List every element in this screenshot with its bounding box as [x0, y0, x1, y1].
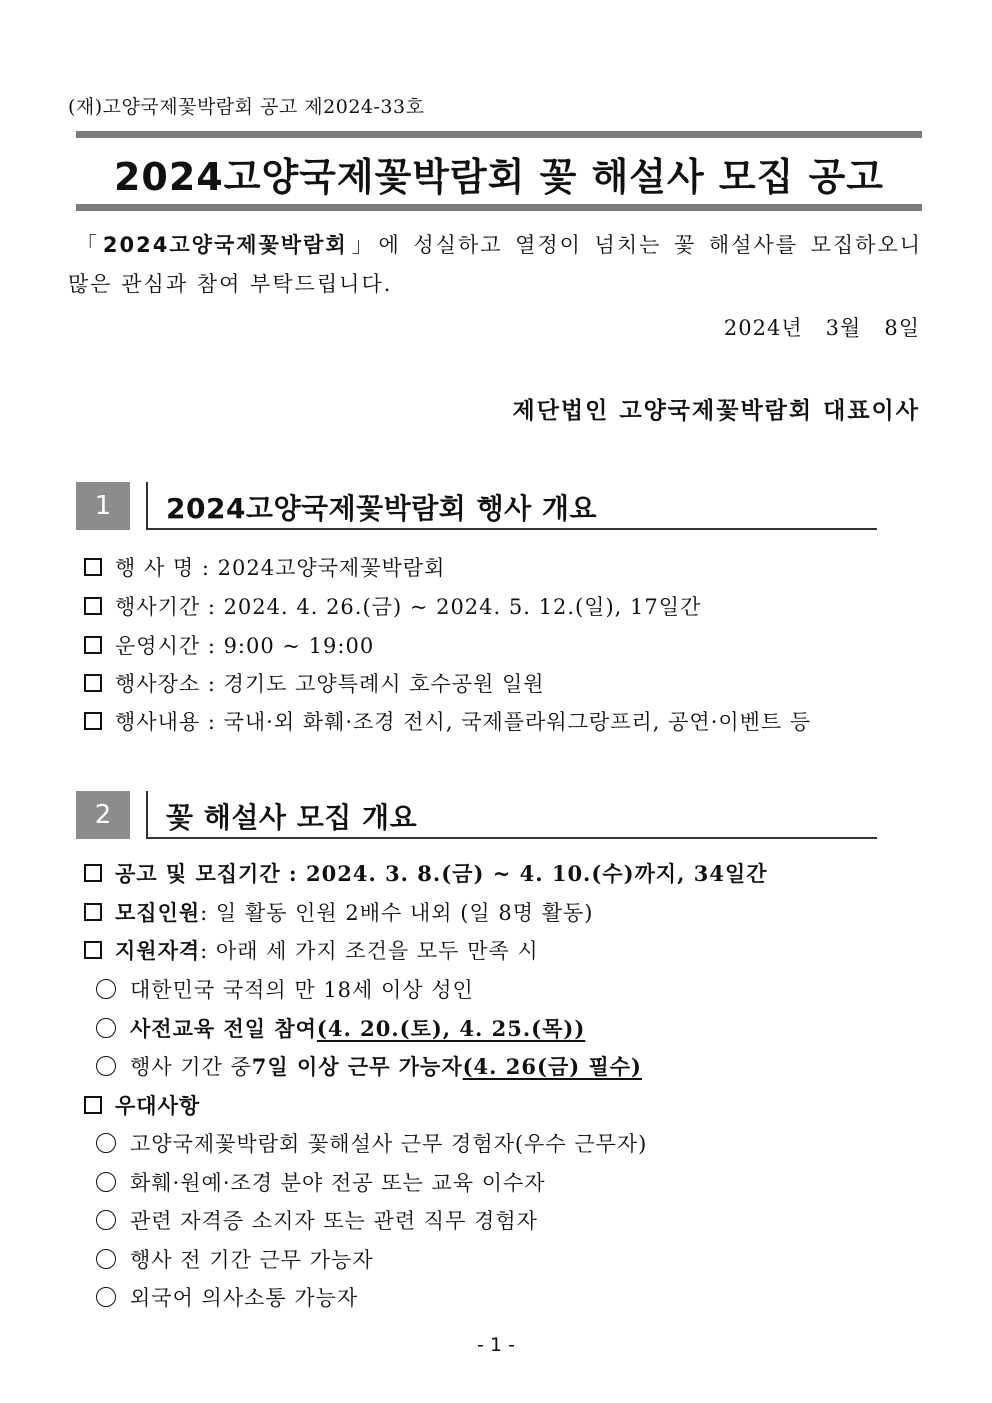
item-text: 행사기간 : 2024. 4. 26.(금) ~ 2024. 5. 12.(일), 17일간	[115, 595, 702, 619]
checkbox-icon	[84, 864, 102, 882]
preference-label: 우대사항	[115, 1093, 201, 1118]
qualification	[84, 935, 539, 965]
recruit-count-value: : 일 활동 인원 2배수 내외 (일 8명 활동)	[200, 901, 594, 925]
circle-bullet-icon	[96, 1018, 116, 1038]
checkbox-icon	[84, 674, 102, 692]
qualification-bold-text: 7일 이상 근무 가능자	[251, 1054, 463, 1079]
preference-text: 화훼·원예·조경 분야 전공 또는 교육 이수자	[130, 1171, 546, 1195]
page-number: - 1 -	[477, 1334, 515, 1356]
recruit-period-text: 공고 및 모집기간 : 2024. 3. 8.(금) ~ 4. 10.(수)까지, 34일간	[115, 861, 768, 886]
qualification-underlined-text: (4. 26(금) 필수)	[462, 1054, 642, 1079]
circle-bullet-icon	[96, 1133, 116, 1153]
title-top-bar	[76, 131, 922, 138]
circle-bullet-icon	[96, 1210, 116, 1230]
qualification-text: 대한민국 국적의 만 18세 이상 성인	[130, 978, 474, 1002]
intro-line-1-rest: 에 성실하고 열정이 넘치는 꽃 해설사를 모집하오니	[378, 233, 923, 257]
checkbox-icon	[84, 712, 102, 730]
checkbox-icon	[84, 903, 102, 921]
preference-text: 외국어 의사소통 가능자	[130, 1286, 359, 1310]
title-bottom-bar	[76, 204, 922, 211]
circle-bullet-icon	[96, 1172, 116, 1192]
item-text: 행사내용 : 국내·외 화훼·조경 전시, 국제플라워그랑프리, 공연·이벤트 등	[115, 710, 812, 734]
section-1-item	[84, 706, 811, 736]
section-2-title: 꽃 해설사 모집 개요	[166, 801, 418, 834]
qualification-underlined-text: (4. 20.(토), 4. 25.(목))	[316, 1016, 586, 1041]
section-1-item	[84, 552, 445, 582]
intro-line-1	[76, 229, 922, 259]
checkbox-icon	[84, 597, 102, 615]
section-1-divider	[146, 482, 148, 530]
qualification-item	[96, 1013, 585, 1043]
item-text: 운영시간 : 9:00 ~ 19:00	[115, 634, 375, 658]
item-text: 행 사 명 : 2024고양국제꽃박람회	[115, 556, 446, 580]
preference-item	[96, 1128, 647, 1158]
qualification-label: 지원자격	[115, 938, 201, 963]
checkbox-icon	[84, 558, 102, 576]
qualification-value: : 아래 세 가지 조건을 모두 만족 시	[200, 939, 539, 963]
checkbox-icon	[84, 1096, 102, 1114]
section-1-item	[84, 591, 701, 621]
preference-text: 고양국제꽃박람회 꽃해설사 근무 경험자(우수 근무자)	[130, 1132, 648, 1156]
preference-text: 관련 자격증 소지자 또는 관련 직무 경험자	[130, 1209, 538, 1233]
intro-line-2: 많은 관심과 참여 부탁드립니다.	[68, 272, 393, 296]
circle-bullet-icon	[96, 1287, 116, 1307]
recruit-count-label: 모집인원	[115, 900, 201, 925]
checkbox-icon	[84, 636, 102, 654]
circle-bullet-icon	[96, 1249, 116, 1269]
notice-reference: (재)고양국제꽃박람회 공고 제2024-33호	[68, 96, 425, 118]
qualification-text: 행사 기간 중	[130, 1055, 252, 1079]
section-1-item	[84, 668, 545, 698]
qualification-item	[96, 974, 474, 1004]
section-1-number: 1	[76, 482, 130, 530]
preference-item	[96, 1282, 358, 1312]
checkbox-icon	[84, 941, 102, 959]
section-1-title: 2024고양국제꽃박람회 행사 개요	[166, 492, 598, 525]
recruit-count	[84, 897, 593, 927]
item-text: 행사장소 : 경기도 고양특례시 호수공원 일원	[115, 672, 545, 696]
qualification-bold-text: 사전교육 전일 참여	[130, 1016, 317, 1041]
section-2-underline	[146, 837, 877, 839]
recruit-period	[84, 858, 768, 888]
announcement-date: 2024년 3월 8일	[723, 316, 920, 340]
preference-item	[96, 1244, 374, 1274]
section-1-underline	[146, 528, 877, 530]
section-2-number: 2	[76, 791, 130, 839]
circle-bullet-icon	[96, 1056, 116, 1076]
qualification-item	[96, 1051, 642, 1081]
preference-item	[96, 1205, 538, 1235]
section-2-divider	[146, 791, 148, 839]
organization-name: 제단법인 고양국제꽃박람회 대표이사	[512, 397, 920, 424]
intro-event-name: 2024고양국제꽃박람회	[102, 233, 348, 257]
circle-bullet-icon	[96, 979, 116, 999]
bracket-close: 」	[347, 233, 379, 257]
section-1-item	[84, 630, 374, 660]
preference-item	[96, 1167, 546, 1197]
bracket-open: 「	[76, 233, 103, 257]
preference-text: 행사 전 기간 근무 가능자	[130, 1248, 374, 1272]
page-title: 2024고양국제꽃박람회 꽃 해설사 모집 공고	[113, 155, 884, 199]
preference	[84, 1090, 200, 1120]
